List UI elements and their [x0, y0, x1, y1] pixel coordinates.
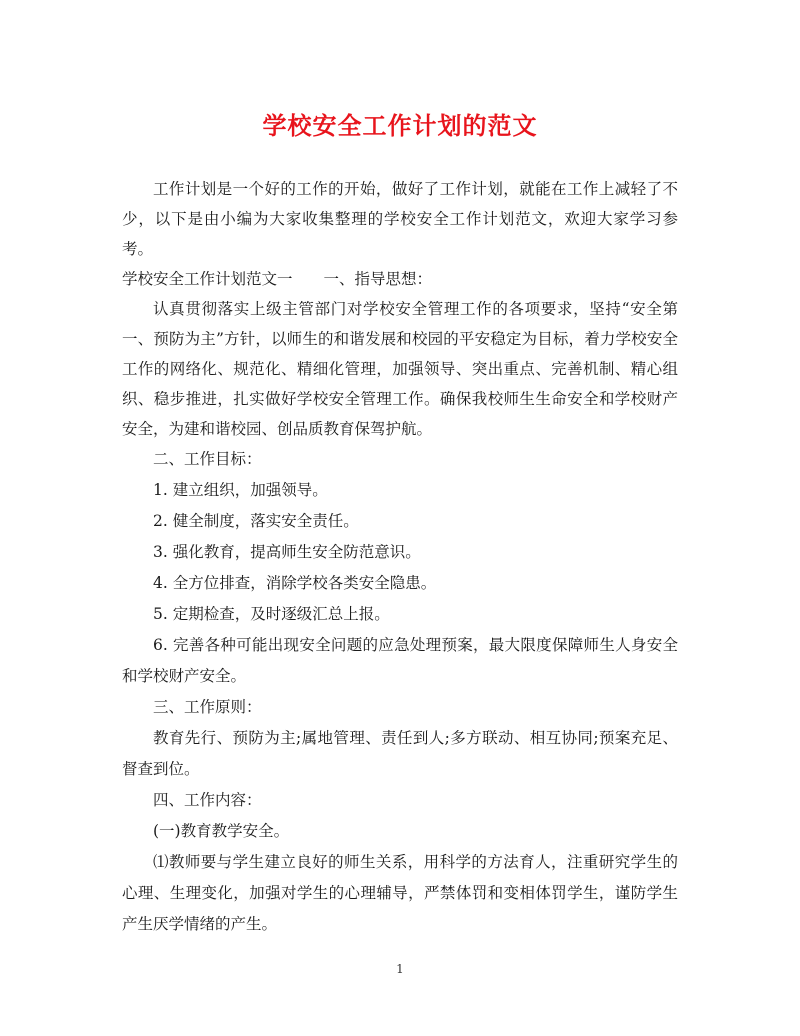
section-heading-principles: 三、工作原则：	[153, 698, 262, 716]
goals-section	[122, 444, 678, 940]
goal-item-6: 6. 完善各种可能出现安全问题的应急处理预案，最大限度保障师生人身安全和学校财产安全。	[122, 636, 678, 685]
principles-paragraph: 教育先行、预防为主;属地管理、责任到人;多方联动、相互协同;预案充足、督查到位。	[122, 729, 678, 778]
document-body	[122, 174, 678, 940]
subsection-heading-teaching-safety: (一)教育教学安全。	[153, 822, 290, 840]
goal-item-2: 2. 健全制度，落实安全责任。	[153, 512, 359, 530]
goal-item-5: 5. 定期检查，及时逐级汇总上报。	[153, 605, 390, 623]
section-heading-goals: 二、工作目标：	[153, 450, 262, 468]
teaching-safety-paragraph: ⑴教师要与学生建立良好的师生关系，用科学的方法育人，注重研究学生的心理、生理变化，加强对学生的心理辅导，严禁体罚和变相体罚学生，谨防学生产生厌学情绪的产生。	[122, 853, 678, 933]
section-heading-guiding-thought: 学校安全工作计划范文一 一、指导思想：	[122, 270, 433, 288]
guiding-thought-paragraph: 认真贯彻落实上级主管部门对学校安全管理工作的各项要求，坚持“安全第一、预防为主”方针，以师生的和谐发展和校园的平安稳定为目标，着力学校安全工作的网络化、规范化、精细化管理，加强领导、突出重点、完善机制、精心组织、稳步推进，扎实做好学校安全管理工作。确保我校师生生命安全和学校财产安全，为建和谐校园、创品质教育保驾护航。	[122, 300, 678, 438]
page-number: 1	[396, 962, 404, 976]
document-title: 学校安全工作计划的范文	[262, 111, 538, 140]
goal-item-3: 3. 强化教育，提高师生安全防范意识。	[153, 543, 421, 561]
intro-paragraph: 工作计划是一个好的工作的开始，做好了工作计划，就能在工作上减轻了不少，以下是由小编为大家收集整理的学校安全工作计划范文，欢迎大家学习参考。	[122, 180, 678, 258]
goal-item-4: 4. 全方位排查，消除学校各类安全隐患。	[153, 574, 437, 592]
goal-item-1: 1. 建立组织，加强领导。	[153, 481, 328, 499]
section-heading-content: 四、工作内容：	[153, 791, 262, 809]
